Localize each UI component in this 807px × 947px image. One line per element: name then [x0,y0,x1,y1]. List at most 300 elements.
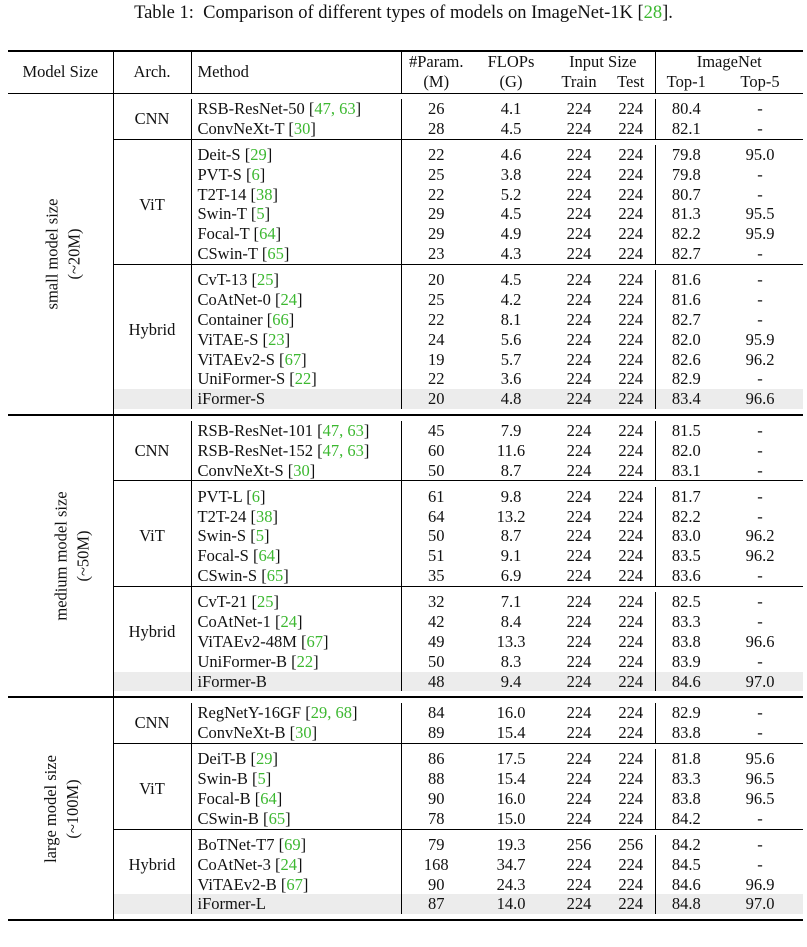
test-cell: 224 [607,244,655,264]
method-citation: 29, 68 [310,703,352,723]
method-citation: 25 [256,592,274,612]
method-cell [191,749,401,769]
flops-cell: 4.9 [500,224,522,244]
method-name: Swin-B [ [197,769,258,789]
test-cell: 224 [607,507,655,527]
flops-cell: 16.0 [496,789,526,808]
top5-cell: 95.6 [745,749,775,769]
method-name: Focal-S [ [197,546,259,566]
params-cell: 23 [428,244,445,264]
top5-cell: 96.2 [745,546,775,566]
method-bracket: ] [296,854,303,874]
method-cell [191,835,401,855]
test-cell: 224 [607,145,655,165]
train-cell: 224 [566,874,592,894]
flops-cell: 4.6 [500,145,522,165]
top5-cell: 96.6 [745,631,775,651]
model-size-cell [8,415,113,697]
method-citation: 64 [260,789,277,808]
top5-cell: 95.9 [745,329,775,349]
test-cell: 224 [607,119,655,139]
test-cell: 224 [607,672,655,692]
flops-cell: 5.6 [500,329,522,349]
arch-cell-empty [113,672,191,692]
test-cell: 224 [607,546,655,566]
method-name: CSwin-S [ [197,566,267,586]
top5-cell: - [757,118,763,138]
top1-cell: 82.9 [671,703,701,723]
top1-cell: 80.7 [671,184,701,204]
method-citation: 5 [256,204,265,224]
params-cell: 50 [428,651,445,671]
train-cell: 224 [566,460,592,480]
params-cell: 32 [428,592,445,612]
method-cell [191,487,401,507]
top1-cell: 83.6 [671,566,701,586]
model-size-cell [8,93,113,415]
method-citation: 67 [306,631,324,651]
test-cell: 224 [607,270,655,290]
table-row [8,99,803,119]
train-cell: 256 [566,835,592,855]
top5-cell: 97.0 [717,672,803,692]
arch-cell: ViT [113,749,191,829]
method-name: UniFormer-S [ [197,369,295,389]
method-cell [191,441,401,461]
test-cell: 224 [607,809,655,829]
method-name: CSwin-B [ [197,808,269,828]
method-citation: 67 [284,349,302,369]
size-section [8,697,803,920]
test-cell: 224 [607,592,655,612]
highlight-row [8,894,803,914]
header-imagenet: ImageNet [696,52,762,71]
flops-cell: 4.3 [500,244,522,264]
top1-cell: 82.1 [671,118,701,138]
method-name: CSwin-T [ [197,244,268,264]
method-bracket: ] [272,506,279,526]
top1-cell: 79.8 [671,164,701,184]
train-cell: 224 [566,631,592,651]
test-cell: 224 [607,894,655,914]
test-cell: 224 [607,165,655,185]
top5-cell: - [757,723,763,743]
top5-cell: - [757,440,763,460]
arch-cell: CNN [113,703,191,743]
params-cell: 29 [428,224,445,244]
train-cell: 224 [551,894,607,914]
model-size-range: (~50M) [73,530,93,582]
table-row [8,835,803,855]
method-cell-ours: iFormer-B [191,672,401,692]
method-bracket: ] [283,566,289,586]
params-cell: 88 [428,769,445,789]
train-cell: 224 [566,486,592,506]
params-cell: 45 [428,420,445,440]
test-cell: 224 [607,566,655,586]
header-arch: Arch. [113,51,191,93]
params-cell: 28 [428,118,445,138]
method-name: CoAtNet-3 [ [197,854,281,874]
top1-cell: 82.0 [671,440,701,460]
table-caption [0,2,807,24]
method-bracket: ] [274,546,281,566]
method-cell [191,612,401,632]
method-cell [191,855,401,875]
arch-cell-empty [113,894,191,914]
caption-citation: 28 [643,3,663,23]
top5-cell: - [757,592,763,612]
method-cell [191,185,401,205]
params-cell: 168 [423,854,449,874]
top5-cell: 96.2 [745,526,775,546]
method-name: DeiT-B [ [197,749,257,769]
method-citation: 25 [256,270,274,290]
method-name: Focal-T [ [197,224,260,244]
arch-cell: CNN [113,99,191,139]
method-name: BoTNet-T7 [ [197,835,285,855]
train-cell: 224 [566,723,592,743]
arch-cell-empty [113,389,191,409]
method-cell [191,244,401,264]
top1-cell: 81.6 [671,270,701,290]
train-cell: 224 [566,749,592,769]
params-cell: 26 [428,99,445,118]
train-cell: 224 [551,672,607,692]
size-section [8,415,803,697]
method-cell [191,875,401,895]
caption-prefix: Table 1: [134,3,194,23]
test-cell: 224 [607,441,655,461]
top1-cell: 83.8 [671,631,701,651]
flops-cell: 8.3 [500,651,522,671]
flops-cell: 9.4 [471,672,551,692]
flops-cell: 7.1 [500,592,522,612]
method-bracket: ] [310,118,316,138]
caption-text: Comparison of different types of models on ImageNet-1K [ [203,3,644,23]
method-bracket: ] [288,309,295,329]
header-train: Train [561,72,597,92]
flops-cell: 4.2 [500,290,522,310]
method-bracket: ] [284,329,291,349]
train-cell: 224 [566,369,592,389]
train-cell: 224 [566,651,592,671]
test-cell: 224 [607,769,655,789]
top1-cell: 84.5 [671,854,701,874]
top1-cell: 82.0 [671,329,701,349]
top1-cell: 83.3 [671,769,701,789]
table-row [8,703,803,723]
top1-cell: 83.1 [671,460,701,480]
method-name: Deit-S [ [197,145,251,165]
train-cell: 224 [566,420,592,440]
method-citation: 24 [280,290,297,310]
model-size-range: (~20M) [64,228,84,280]
method-bracket: ] [355,99,362,118]
train-cell: 224 [566,349,592,369]
top5-cell: - [757,703,763,723]
method-name: PVT-S [ [197,164,252,184]
test-cell: 224 [607,389,655,409]
flops-cell: 5.2 [500,184,522,204]
method-name: CvT-13 [ [197,270,257,290]
train-cell: 224 [566,566,592,586]
params-cell: 20 [401,389,471,409]
header-model-size: Model Size [8,51,113,93]
top5-cell: - [757,486,763,506]
table-row [8,145,803,165]
flops-cell: 13.3 [496,631,526,651]
model-size-name: large model size [40,754,60,863]
test-cell: 224 [607,652,655,672]
method-cell [191,507,401,527]
top1-cell: 81.7 [671,486,701,506]
method-cell [191,369,401,389]
top1-cell: 82.2 [671,224,701,244]
method-citation: 23 [268,329,285,349]
params-cell: 60 [428,440,445,460]
method-cell [191,204,401,224]
train-cell: 224 [566,854,592,874]
method-citation: 5 [255,526,264,546]
top1-cell: 81.3 [671,204,701,224]
method-name: RegNetY-16GF [ [197,703,311,723]
method-citation: 30 [293,118,311,138]
method-cell [191,421,401,441]
top5-cell: 95.0 [745,145,775,165]
flops-cell: 3.8 [500,164,522,184]
top1-cell: 82.9 [671,369,701,389]
params-cell: 78 [428,808,445,828]
train-cell: 224 [566,329,592,349]
method-citation: 22 [296,651,314,671]
method-citation: 29 [256,749,273,769]
method-name: ViTAE-S [ [197,329,269,349]
flops-cell: 8.4 [500,612,522,632]
highlight-row [8,389,803,409]
arch-cell: Hybrid [113,270,191,389]
params-cell: 22 [428,309,445,329]
top1-cell: 83.4 [655,389,717,409]
test-cell: 224 [607,723,655,743]
method-citation: 69 [284,835,301,855]
params-cell: 19 [428,349,445,369]
method-name: CvT-21 [ [197,592,257,612]
params-cell: 49 [428,631,445,651]
top1-cell: 82.2 [671,506,701,526]
train-cell: 224 [566,592,592,612]
method-bracket: ] [264,204,271,224]
top5-cell: - [757,612,763,632]
method-citation: 24 [280,854,297,874]
top5-cell: - [757,184,763,204]
top1-cell: 80.4 [671,99,701,118]
method-bracket: ] [351,703,358,723]
params-cell: 50 [428,526,445,546]
test-cell: 224 [607,612,655,632]
train-cell: 224 [566,506,592,526]
test-cell: 224 [607,789,655,809]
method-cell-ours: iFormer-S [191,389,401,409]
method-citation: 67 [286,874,303,894]
top1-cell: 82.6 [671,349,701,369]
params-cell: 90 [428,789,445,808]
arch-cell: ViT [113,145,191,264]
method-bracket: ] [276,789,283,808]
params-cell: 29 [428,204,445,224]
method-name: ViTAEv2-S [ [197,349,285,369]
train-cell: 224 [566,546,592,566]
method-citation: 6 [251,164,260,184]
top1-cell: 83.3 [671,612,701,632]
train-cell: 224 [566,145,592,165]
method-name: RSB-ResNet-101 [ [197,420,323,440]
top5-cell: - [757,290,763,310]
flops-cell: 15.0 [496,808,526,828]
train-cell: 224 [566,184,592,204]
method-name: UniFormer-B [ [197,651,297,671]
top5-cell: 96.9 [745,874,775,894]
params-cell: 35 [428,566,445,586]
flops-cell: 4.5 [500,204,522,224]
method-name: ViTAEv2-48M [ [197,631,307,651]
method-bracket: ] [309,460,316,480]
test-cell: 224 [607,224,655,244]
top1-cell: 83.8 [671,789,701,808]
flops-cell: 24.3 [496,874,526,894]
method-cell [191,224,401,244]
method-cell [191,145,401,165]
test-cell: 224 [607,421,655,441]
train-cell: 224 [566,224,592,244]
arch-cell: Hybrid [113,835,191,894]
method-bracket: ] [313,651,319,671]
train-cell: 224 [566,244,592,264]
flops-cell: 14.0 [471,894,551,914]
flops-cell: 6.9 [500,566,522,586]
top5-cell: - [757,309,763,329]
method-cell [191,165,401,185]
test-cell: 224 [607,487,655,507]
top5-cell: - [757,99,763,118]
top1-cell: 81.8 [671,749,701,769]
method-citation: 38 [256,184,273,204]
top5-cell: 95.5 [745,204,775,224]
flops-cell: 16.0 [496,703,526,723]
table-row [8,749,803,769]
header-test: Test [607,72,655,93]
method-name: RSB-ResNet-152 [ [197,440,323,460]
top5-cell: - [757,651,763,671]
test-cell: 224 [607,526,655,546]
method-cell [191,290,401,310]
train-cell: 224 [566,808,592,828]
top5-cell: - [757,369,763,389]
top5-cell: 96.5 [745,789,775,808]
top5-cell: - [757,566,763,586]
flops-cell: 9.8 [500,486,522,506]
params-cell: 22 [428,145,445,165]
header-flops-unit: (G) [499,72,523,92]
top5-cell: - [757,506,763,526]
method-bracket: ] [285,808,291,828]
train-cell: 224 [566,789,592,808]
top5-cell: 96.2 [745,349,775,369]
test-cell: 224 [607,330,655,350]
table-header [8,51,803,93]
train-cell: 224 [566,309,592,329]
method-name: CoAtNet-0 [ [197,290,281,310]
test-cell: 224 [607,185,655,205]
arch-cell: CNN [113,421,191,481]
flops-cell: 5.7 [500,349,522,369]
method-cell [191,723,401,743]
comparison-table [8,50,803,921]
params-cell: 22 [428,369,445,389]
method-cell [191,632,401,652]
top1-cell: 82.7 [671,244,701,264]
method-name: T2T-24 [ [197,506,257,526]
test-cell: 224 [607,99,655,119]
header-params-unit: (M) [423,72,450,92]
top5-cell: - [757,460,763,480]
method-cell [191,330,401,350]
train-cell: 224 [566,703,592,723]
test-cell: 224 [607,632,655,652]
method-bracket: ] [272,184,279,204]
top1-cell: 81.5 [671,420,701,440]
top1-cell: 84.6 [671,874,701,894]
train-cell: 224 [566,118,592,138]
flops-cell: 11.6 [496,440,526,460]
method-name: ConvNeXt-S [ [197,460,294,480]
method-bracket: ] [311,369,317,389]
method-bracket: ] [363,420,370,440]
train-cell: 224 [566,526,592,546]
flops-cell: 7.9 [500,420,522,440]
train-cell: 224 [566,769,592,789]
method-name: Swin-S [ [197,526,256,546]
method-cell [191,652,401,672]
method-cell [191,546,401,566]
test-cell: 224 [607,855,655,875]
method-cell [191,769,401,789]
header-method: Method [191,51,401,93]
train-cell: 224 [566,204,592,224]
top5-cell: 95.9 [745,224,775,244]
top1-cell: 84.2 [671,835,701,855]
method-citation: 6 [251,486,260,506]
method-bracket: ] [311,723,318,743]
method-bracket: ] [273,270,279,290]
top1-cell: 79.8 [671,145,701,165]
params-cell: 90 [428,874,445,894]
method-citation: 22 [294,369,312,389]
flops-cell: 8.7 [500,526,522,546]
test-cell: 224 [607,875,655,895]
method-citation: 65 [267,244,284,264]
flops-cell: 15.4 [496,769,526,789]
top1-cell: 83.5 [671,546,701,566]
train-cell: 224 [566,270,592,290]
header-params: #Param. [408,52,464,71]
flops-cell: 4.5 [500,118,522,138]
table-row [8,270,803,290]
top5-cell: 97.0 [717,894,803,914]
method-citation: 65 [266,566,284,586]
flops-cell: 13.2 [496,506,526,526]
params-cell: 86 [428,749,445,769]
